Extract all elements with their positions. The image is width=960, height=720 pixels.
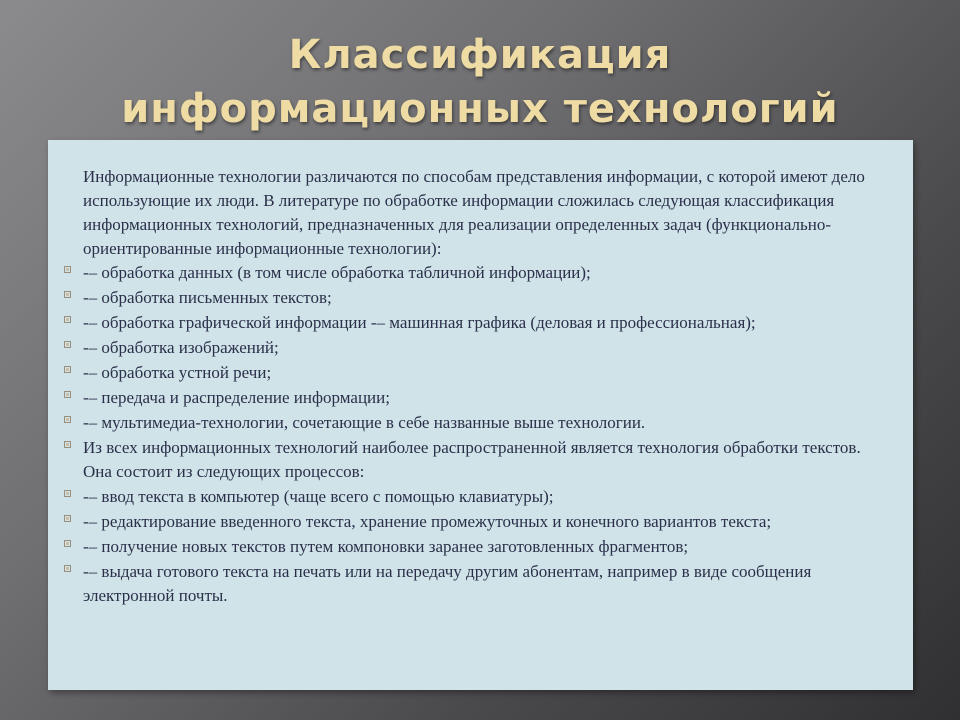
list-item bbox=[60, 411, 885, 435]
list-item bbox=[60, 311, 885, 335]
bullet-icon bbox=[64, 540, 71, 547]
bullet-icon bbox=[64, 565, 71, 572]
list-item-text: -– выдача готового текста на печать или на передачу другим абонентам, например в виде сообщения электронной почты. bbox=[83, 562, 812, 605]
list-item bbox=[60, 386, 885, 410]
list-item bbox=[60, 336, 885, 360]
bullet-icon bbox=[64, 316, 71, 323]
title-line-1: Классификация bbox=[288, 32, 672, 78]
content-box bbox=[48, 140, 913, 690]
bullet-icon bbox=[64, 416, 71, 423]
list-item-text: -– получение новых текстов путем компоновки заранее заготовленных фрагментов; bbox=[83, 537, 689, 556]
list-item-text: -– обработка изображений; bbox=[83, 338, 279, 357]
list-item bbox=[60, 510, 885, 534]
list-item bbox=[60, 485, 885, 509]
list-item-text: -– обработка устной речи; bbox=[83, 363, 272, 382]
list-item-text: -– передача и распределение информации; bbox=[83, 388, 390, 407]
bullet-icon bbox=[64, 341, 71, 348]
list-item-text: Из всех информационных технологий наиболее распространенной является технология обработки текстов. Она состоит из следующих процессов: bbox=[83, 438, 861, 481]
list-item bbox=[60, 535, 885, 559]
list-item-text: -– обработка графической информации -– машинная графика (деловая и профессиональная); bbox=[83, 313, 756, 332]
bullet-icon bbox=[64, 441, 71, 448]
bullet-icon bbox=[64, 266, 71, 273]
content-list bbox=[60, 165, 885, 609]
list-item bbox=[60, 361, 885, 385]
bullet-icon bbox=[64, 391, 71, 398]
list-item-text: -– ввод текста в компьютер (чаще всего с помощью клавиатуры); bbox=[83, 487, 554, 506]
bullet-icon bbox=[64, 515, 71, 522]
list-item bbox=[60, 286, 885, 310]
list-item-text: -– мультимедиа-технологии, сочетающие в себе названные выше технологии. bbox=[83, 413, 646, 432]
bullet-icon bbox=[64, 490, 71, 497]
list-item bbox=[60, 261, 885, 285]
list-item bbox=[60, 560, 885, 608]
bullet-icon bbox=[64, 366, 71, 373]
list-item-text: -– обработка данных (в том числе обработка табличной информации); bbox=[83, 263, 591, 282]
title-line-2: информационных технологий bbox=[121, 86, 839, 132]
intro-paragraph: Информационные технологии различаются по способам представления информации, с которой имеют дело использующие их люди. В литературе по обработке информации сложилась следующая классификация информационных технологий, предназначенных для реализации определенных задач (функционально-ориентированные информационные технологии): bbox=[83, 167, 865, 258]
list-item-text: -– редактирование введенного текста, хранение промежуточных и конечного вариантов текста; bbox=[83, 512, 772, 531]
list-item-text: -– обработка письменных текстов; bbox=[83, 288, 332, 307]
bullet-icon bbox=[64, 291, 71, 298]
slide-title bbox=[40, 28, 920, 136]
list-item bbox=[60, 436, 885, 484]
